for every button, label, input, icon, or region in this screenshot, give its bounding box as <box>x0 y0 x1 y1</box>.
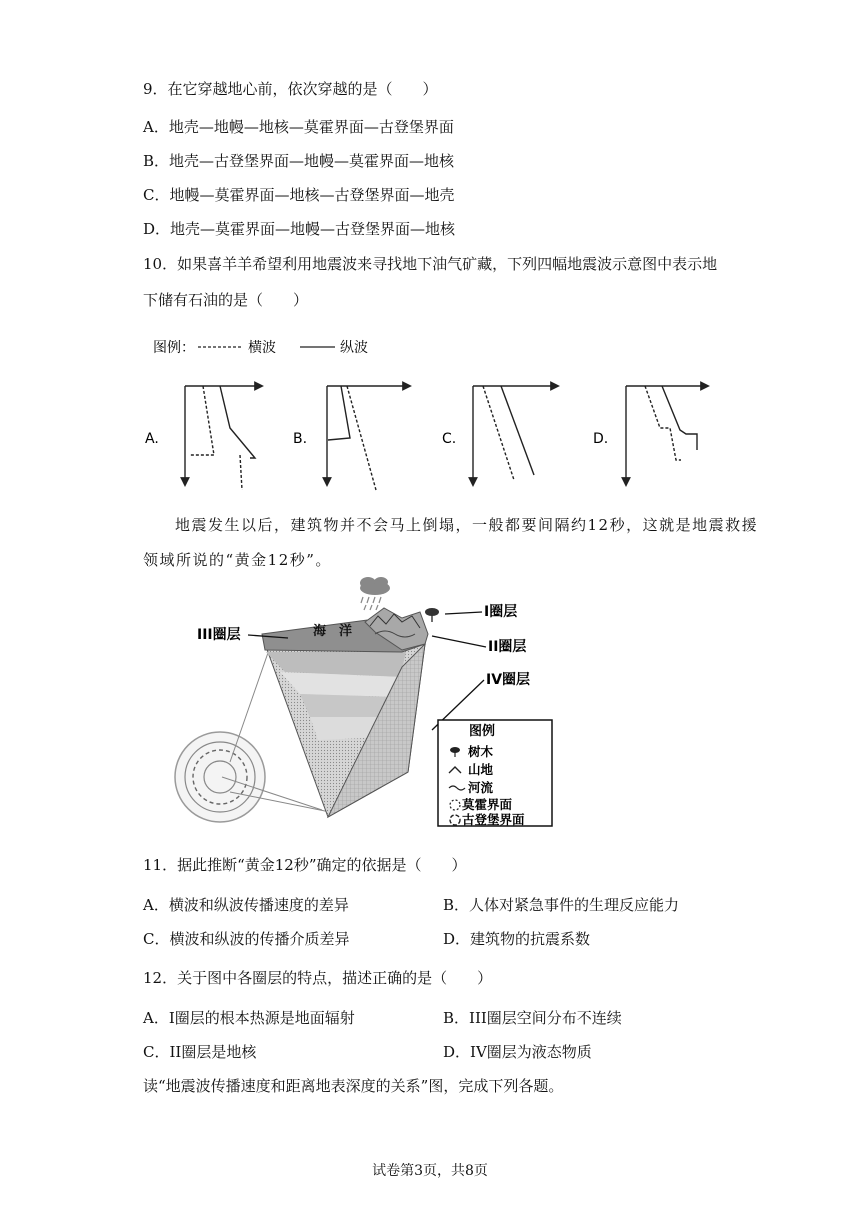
q10-stem-line1: 10．如果喜羊羊希望利用地震波来寻找地下油气矿藏，下列四幅地震波示意图中表示地 <box>143 255 718 273</box>
q12-option-b: B．III圈层空间分布不连续 <box>443 1009 622 1027</box>
q10-stem-line2: 下储有石油的是（ ） <box>143 291 309 309</box>
tree-icon <box>425 608 439 622</box>
q12-option-a: A．I圈层的根本热源是地面辐射 <box>143 1009 355 1027</box>
ocean-label: 海 洋 <box>313 624 353 639</box>
q9-option-d: D．地壳—莫霍界面—地幔—古登堡界面—地核 <box>143 220 456 238</box>
graph-d <box>626 386 708 485</box>
q11-option-b: B．人体对紧急事件的生理反应能力 <box>443 896 680 914</box>
legend-item-gutenberg: 古登堡界面 <box>462 812 525 827</box>
figure-legend <box>438 720 552 827</box>
graph-a-label: A. <box>145 431 159 447</box>
graph-c <box>473 386 558 485</box>
graph-d-label: D. <box>593 431 609 447</box>
graph-b-label: B. <box>293 431 308 447</box>
graph-c-label: C. <box>442 431 457 447</box>
page-footer: 试卷第3页，共8页 <box>372 1163 488 1179</box>
graph-a <box>185 386 262 490</box>
q9-option-a: A．地壳—地幔—地核—莫霍界面—古登堡界面 <box>143 118 454 136</box>
q12-option-d: D．IV圈层为液态物质 <box>443 1043 592 1061</box>
legend-item-mountain: 山地 <box>468 762 494 777</box>
q11-stem: 11．据此推断“黄金12秒”确定的依据是（ ） <box>143 856 467 874</box>
q9-option-b: B．地壳—古登堡界面—地幔—莫霍界面—地核 <box>143 152 455 170</box>
sphere-label-3: III圈层 <box>197 627 241 643</box>
q11-option-a: A．横波和纵波传播速度的差异 <box>143 896 349 914</box>
q11-option-c: C．横波和纵波的传播介质差异 <box>143 930 350 948</box>
earth-globe <box>175 732 265 822</box>
cloud-icon <box>360 577 390 610</box>
legend-item-river: 河流 <box>468 780 494 795</box>
sphere-label-4: IV圈层 <box>486 672 531 688</box>
legend-item-tree: 树木 <box>468 744 494 759</box>
legend-prefix: 图例： <box>153 340 195 356</box>
next-section-intro: 读“地震波传播速度和距离地表深度的关系”图，完成下列各题。 <box>143 1077 564 1095</box>
q9-option-c: C．地幔—莫霍界面—地核—古登堡界面—地壳 <box>143 186 455 204</box>
sphere-label-2: II圈层 <box>488 639 527 655</box>
q12-stem: 12．关于图中各圈层的特点，描述正确的是（ ） <box>143 969 493 987</box>
legend-transverse-label: 横波 <box>248 340 276 356</box>
q12-option-c: C．II圈层是地核 <box>143 1043 257 1061</box>
legend-item-moho: 莫霍界面 <box>462 797 513 812</box>
q9-stem: 9．在它穿越地心前，依次穿越的是（ ） <box>143 80 438 98</box>
graph-b <box>327 386 410 490</box>
passage-line2: 领域所说的“黄金12秒”。 <box>143 551 332 569</box>
q11-option-d: D．建筑物的抗震系数 <box>443 930 591 948</box>
wedge-cross-section <box>262 608 428 817</box>
legend-title: 图例 <box>469 724 496 739</box>
earth-spheres-figure <box>170 572 560 837</box>
seismic-wave-figure <box>140 330 720 500</box>
sphere-label-1: I圈层 <box>484 604 518 620</box>
passage-line1: 地震发生以后，建筑物并不会马上倒塌，一般都要间隔约12秒，这就是地震救援 <box>175 516 759 534</box>
legend-longitudinal-label: 纵波 <box>340 340 368 356</box>
